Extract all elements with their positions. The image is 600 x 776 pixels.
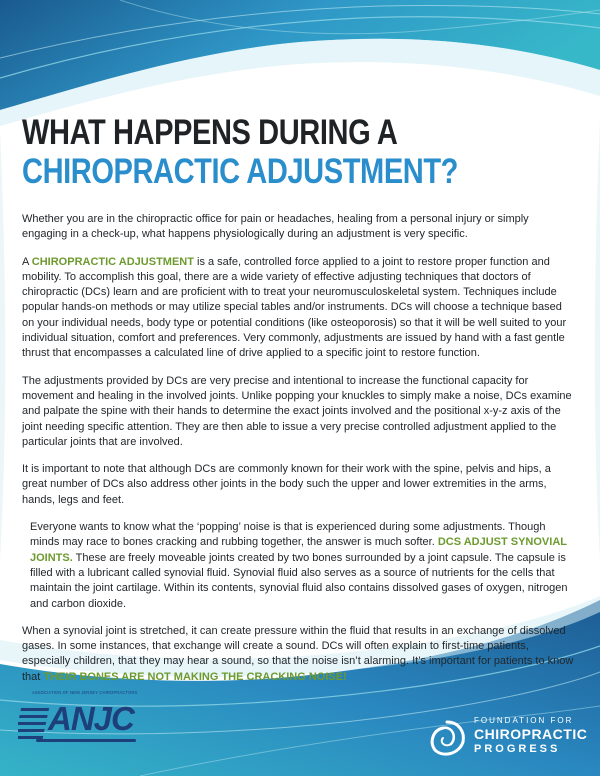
highlight-cracking-noise: THEIR BONES ARE NOT MAKING THE CRACKING NOISE! xyxy=(43,670,347,683)
fcp-line2: CHIROPRACTIC xyxy=(474,726,588,742)
anjc-swoosh xyxy=(36,739,136,742)
paragraph-gases xyxy=(22,624,574,685)
paragraph-precision: The adjustments provided by DCs are very precise and intentional to increase the functional capacity for movement and healing in the involved joints. Unlike popping your knuckles to simply make a noise, DCs examine and palpate the spine with their hands to determine the exact joints involved and the positional x-y-z axis of the joint needing specific attention. They are then able to issue a very precise controlled adjustment applied to the particular joints that are involved. xyxy=(22,374,572,448)
article-body xyxy=(22,212,574,697)
paragraph-gases-text: When a synovial joint is stretched, it can create pressure within the fluid that results in an exchange of dissolved gases. In some instances, that exchange will create a sound. DCs will often explain to first-time patients, especially children, that they may hear a sound, so that the noise isn’t alarming. It’s important for patients to know that xyxy=(22,624,574,683)
fcp-spiral-icon xyxy=(425,716,469,760)
anjc-logo xyxy=(14,690,154,760)
fcp-logo xyxy=(425,714,595,764)
anjc-tagline: ASSOCIATION OF NEW JERSEY CHIROPRACTORS xyxy=(32,690,138,695)
highlight-chiropractic-adjustment: CHIROPRACTIC ADJUSTMENT xyxy=(31,255,194,268)
paragraph-adjustment-lead: A xyxy=(22,255,32,268)
paragraph-other-joints: It is important to note that although DCs are commonly known for their work with the spine, pelvis and hips, a great number of DCs also address other joints in the body such the upper and lower extremities in the arms, hands, legs and feet. xyxy=(22,463,551,506)
paragraph-adjustment-text: is a safe, controlled force applied to a joint to restore proper function and mobility. To accomplish this goal, there are a wide variety of effective adjusting techniques that doctors of chiropractic (DCs) learn and are proficient with to treat your neuromusculoskeletal system. Techniques include popular hands-on methods or may utilize special tables and/or instruments. DCs will choose a technique based on your individual needs, body type or potential conditions (like osteoporosis) so that it will be well suited to your individual situation, comfort and preferences. Very commonly, adjustments are issued by hand with a fast gentle thrust that encompasses a calculated line of drive applied to a specific joint to restore function. xyxy=(22,255,567,360)
fcp-line3: PROGRESS xyxy=(474,743,561,755)
paragraph-popping-text: These are freely moveable joints created by two bones surrounded by a joint capsule. The capsule is filled with a lubricant called synovial fluid. Synovial fluid also serves as a source of nutrients for the cells that maintain the joint cartilage. Within its contents, synovial fluid also contains dissolved gases of oxygen, nitrogen and carbon dioxide. xyxy=(30,551,568,610)
anjc-wordmark: ANJC xyxy=(48,700,134,737)
paragraph-popping-lead: Everyone wants to know what the ‘popping’ noise is that is experienced during some adjustments. Though minds may race to bones cracking and rubbing together, the answer is much softer. xyxy=(30,521,546,549)
paragraph-popping xyxy=(30,520,574,612)
paragraph-intro: Whether you are in the chiropractic office for pain or headaches, healing from a personal injury or simply engaging in a check-up, what happens physiologically during an adjustment is very specific. xyxy=(22,213,529,241)
fcp-line1: FOUNDATION FOR xyxy=(474,716,574,725)
paragraph-adjustment xyxy=(22,255,574,362)
page-title-line1: WHAT HAPPENS DURING A xyxy=(22,113,398,152)
highlight-synovial-joints: DCS ADJUST SYNOVIAL JOINTS. xyxy=(30,536,567,564)
page-title-line2: CHIROPRACTIC ADJUSTMENT? xyxy=(22,152,459,191)
